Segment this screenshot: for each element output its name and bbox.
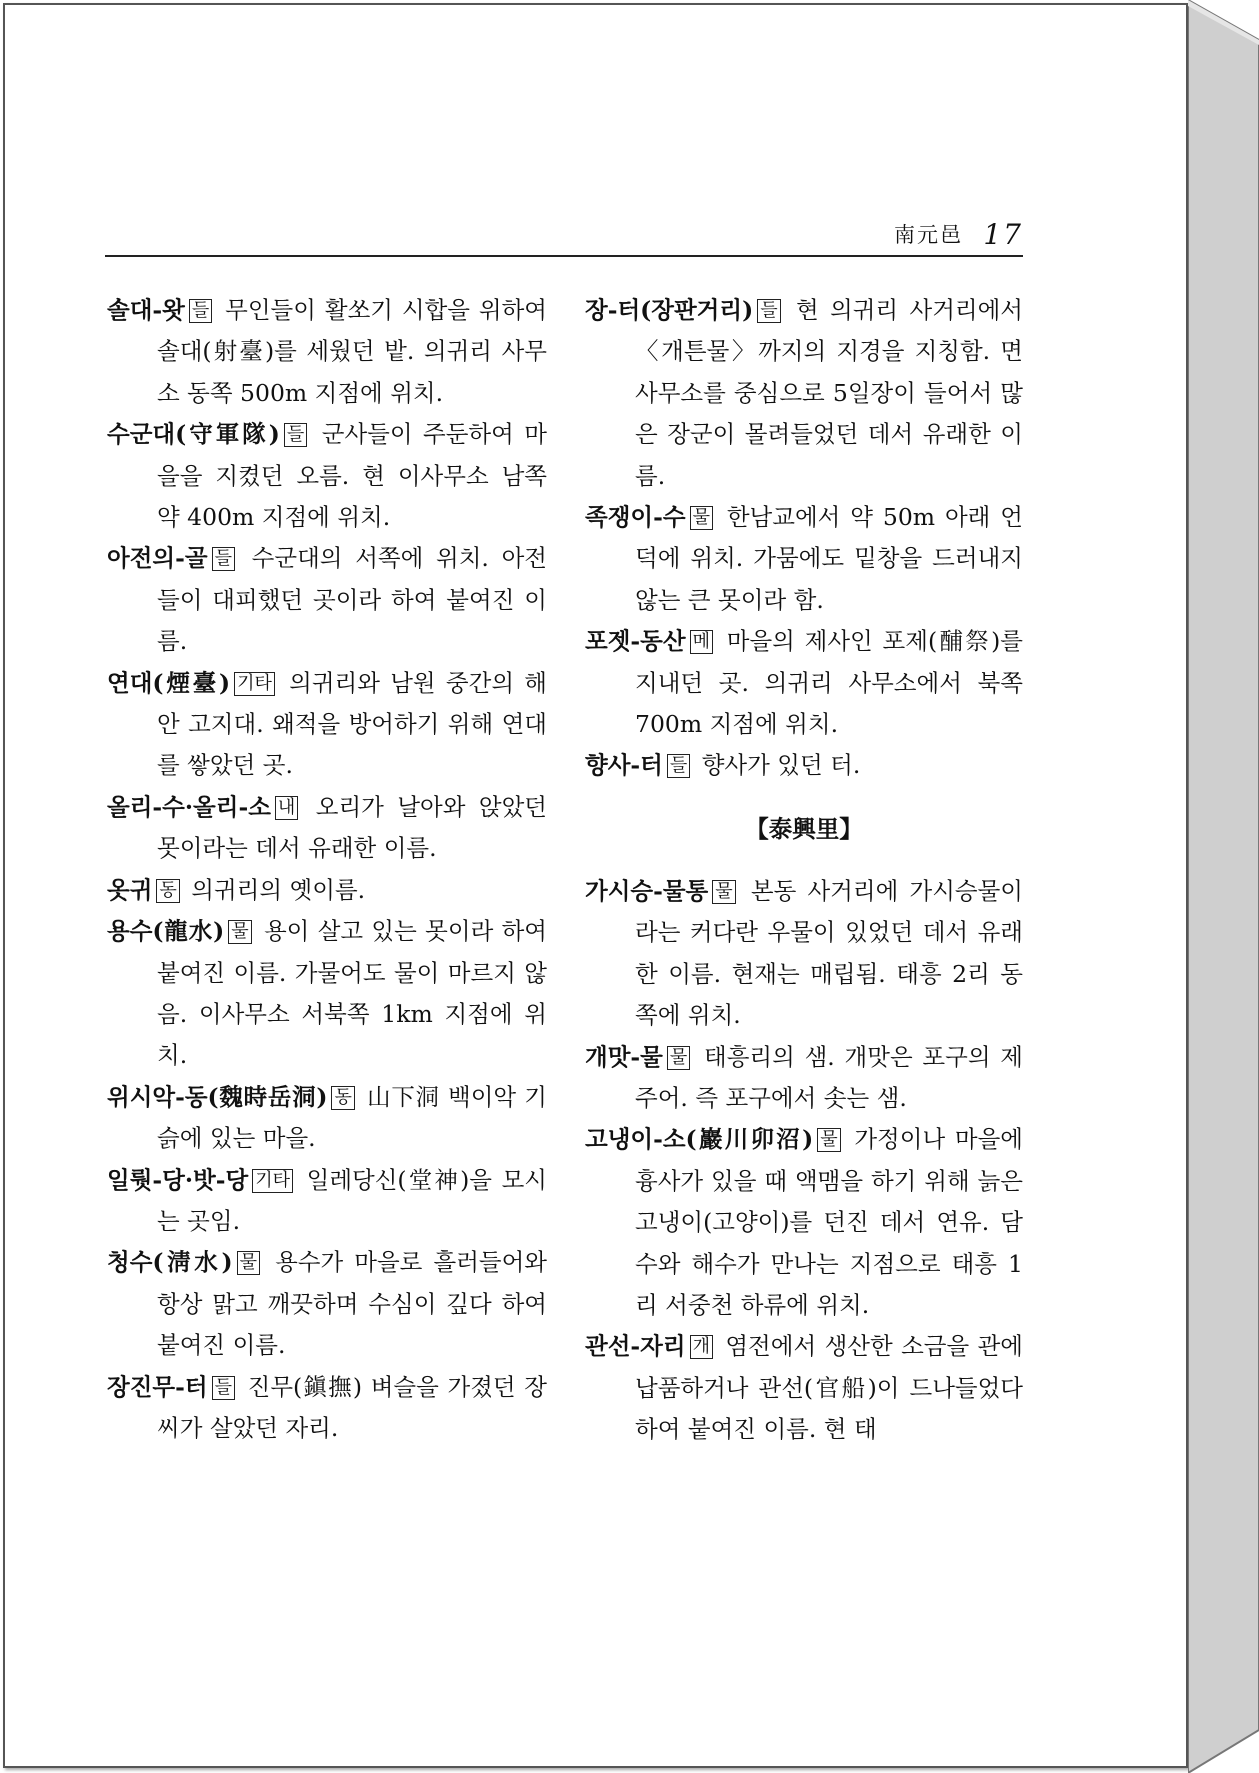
- entry-headword: 족쟁이-수: [585, 503, 686, 532]
- entry-headword: 장-터(장판거리): [585, 296, 754, 324]
- entry-definition: 의귀리의 옛이름.: [183, 875, 366, 904]
- entry-definition: 무인들이 활쏘기 시합을 위하여 솔대(射臺)를 세웠던 밭. 의귀리 사무소 동쪽 500m 지점에 위치.: [157, 296, 547, 407]
- category-tag: 물: [712, 880, 735, 904]
- category-tag: 기타: [252, 1169, 293, 1193]
- header-title: 南元邑: [894, 223, 963, 247]
- entry-definition: 마을의 제사인 포제(酺祭)를 지내던 곳. 의귀리 사무소에서 북쪽 700m 지점에 위치.: [635, 627, 1023, 739]
- dictionary-entry: [107, 414, 547, 538]
- category-tag: 들: [212, 547, 235, 571]
- entry-definition: 수군대의 서쪽에 위치. 아전들이 대피했던 곳이라 하여 붙여진 이름.: [157, 544, 547, 656]
- dictionary-entry: [107, 1160, 547, 1243]
- entry-definition: 향사가 있던 터.: [694, 751, 861, 780]
- dictionary-entry: [107, 1077, 547, 1160]
- entry-headword: 개맛-물: [585, 1042, 663, 1071]
- dictionary-entry: [585, 290, 1023, 497]
- dictionary-entry: [585, 871, 1023, 1037]
- category-tag: 들: [757, 299, 780, 323]
- entry-headword: 올리-수·올리-소: [107, 792, 271, 821]
- category-tag: 메: [690, 630, 713, 654]
- category-tag: 동: [331, 1086, 354, 1110]
- category-tag: 물: [690, 506, 713, 530]
- entry-headword: 일뤗-당·밧-당: [107, 1165, 249, 1194]
- left-column: [107, 290, 547, 1449]
- section-heading: 【泰興里】: [745, 814, 863, 843]
- entry-definition: 山下洞 백이악 기슭에 있는 마을.: [157, 1082, 548, 1153]
- page-number: 17: [983, 218, 1023, 251]
- right-column: [585, 290, 1023, 1451]
- entry-definition: 본동 사거리에 가시승물이라는 커다란 우물이 있었던 데서 유래한 이름. 현재는 매립됨. 태흥 2리 동쪽에 위치.: [635, 876, 1023, 1030]
- dictionary-entry: [107, 870, 547, 911]
- entry-headword: 솔대-왓: [107, 296, 185, 324]
- running-header: [105, 205, 1023, 257]
- entry-definition: 용이 살고 있는 못이라 하여 붙여진 이름. 가물어도 물이 마르지 않음. 이사무소 서북쪽 1km 지점에 위치.: [157, 917, 548, 1070]
- entry-headword: 아전의-골: [107, 544, 208, 573]
- book-page: [3, 3, 1188, 1768]
- entry-definition: 가정이나 마을에 흉사가 있을 때 액맴을 하기 위해 늙은 고냉이(고양이)를 던진 데서 연유. 담수와 해수가 만나는 지점으로 태흥 1리 서중천 하류에 위치.: [635, 1125, 1023, 1319]
- entry-definition: 한남교에서 약 50m 아래 언덕에 위치. 가뭄에도 밑창을 드러내지 않는 큰 못이라 함.: [635, 503, 1023, 614]
- dictionary-entry: [107, 1242, 547, 1366]
- category-tag: 물: [228, 920, 251, 944]
- entry-headword: 수군대(守軍隊): [107, 420, 280, 449]
- entry-headword: 향사-터: [585, 751, 663, 780]
- category-tag: 동: [156, 879, 179, 903]
- entry-headword: 위시악-동(魏時岳洞): [107, 1082, 328, 1111]
- entry-definition: 일레당신(堂神)을 모시는 곳임.: [157, 1165, 547, 1235]
- dictionary-entry: [585, 1119, 1023, 1326]
- entry-headword: 가시승-물통: [585, 876, 709, 905]
- dictionary-entry: [107, 911, 547, 1077]
- entry-definition: 의귀리와 남원 중간의 해안 고지대. 왜적을 방어하기 위해 연대를 쌓았던 곳.: [157, 668, 547, 780]
- entry-headword: 옷귀: [107, 875, 153, 904]
- entry-headword: 장진무-터: [107, 1372, 208, 1401]
- entry-definition: 용수가 마을로 흘러들어와 항상 맑고 깨끗하며 수심이 깊다 하여 붙여진 이름.: [157, 1248, 547, 1360]
- category-tag: 기타: [234, 672, 275, 696]
- page-stack-edge: [1188, 0, 1259, 1773]
- entry-headword: 관선-자리: [585, 1332, 686, 1361]
- entry-headword: 청수(淸水): [107, 1248, 233, 1277]
- dictionary-entry: [107, 538, 547, 662]
- dictionary-entry: [107, 787, 547, 870]
- category-tag: 들: [284, 423, 307, 447]
- dictionary-entry: [585, 621, 1023, 745]
- dictionary-entry: [585, 1326, 1023, 1450]
- category-tag: 들: [212, 1376, 235, 1400]
- entry-headword: 연대(煙臺): [107, 668, 231, 697]
- category-tag: 물: [667, 1046, 690, 1070]
- dictionary-entry: [585, 497, 1023, 621]
- entry-definition: 현 의귀리 사거리에서 〈개튼물〉까지의 지경을 지칭함. 면사무소를 중심으로 5일장이 들어서 많은 장군이 몰려들었던 데서 유래한 이름.: [635, 296, 1023, 490]
- category-tag: 내: [275, 796, 298, 820]
- entry-definition: 태흥리의 샘. 개맛은 포구의 제주어. 즉 포구에서 솟는 샘.: [635, 1042, 1023, 1112]
- dictionary-entry: [107, 290, 547, 414]
- category-tag: 들: [189, 299, 212, 323]
- entry-headword: 용수(龍水): [107, 917, 225, 946]
- entry-definition: 진무(鎭撫) 벼슬을 가졌던 장씨가 살았던 자리.: [157, 1372, 547, 1442]
- entry-headword: 고냉이-소(巖川卯沼): [585, 1125, 814, 1154]
- category-tag: 들: [667, 754, 690, 778]
- entry-definition: 오리가 날아와 앉았던 못이라는 데서 유래한 이름.: [157, 792, 547, 863]
- entry-definition: 군사들이 주둔하여 마을을 지켰던 오름. 현 이사무소 남쪽 약 400m 지점에 위치.: [157, 420, 548, 532]
- dictionary-entry: [107, 663, 547, 787]
- category-tag: 물: [817, 1128, 840, 1152]
- category-tag: 개: [690, 1335, 713, 1359]
- category-tag: 물: [237, 1251, 260, 1275]
- dictionary-entry: [107, 1367, 547, 1450]
- dictionary-entry: [585, 1037, 1023, 1120]
- entry-definition: 염전에서 생산한 소금을 관에 납품하거나 관선(官船)이 드나들었다 하여 붙여진 이름. 현 태: [635, 1332, 1023, 1444]
- entry-headword: 포젯-동산: [585, 627, 686, 656]
